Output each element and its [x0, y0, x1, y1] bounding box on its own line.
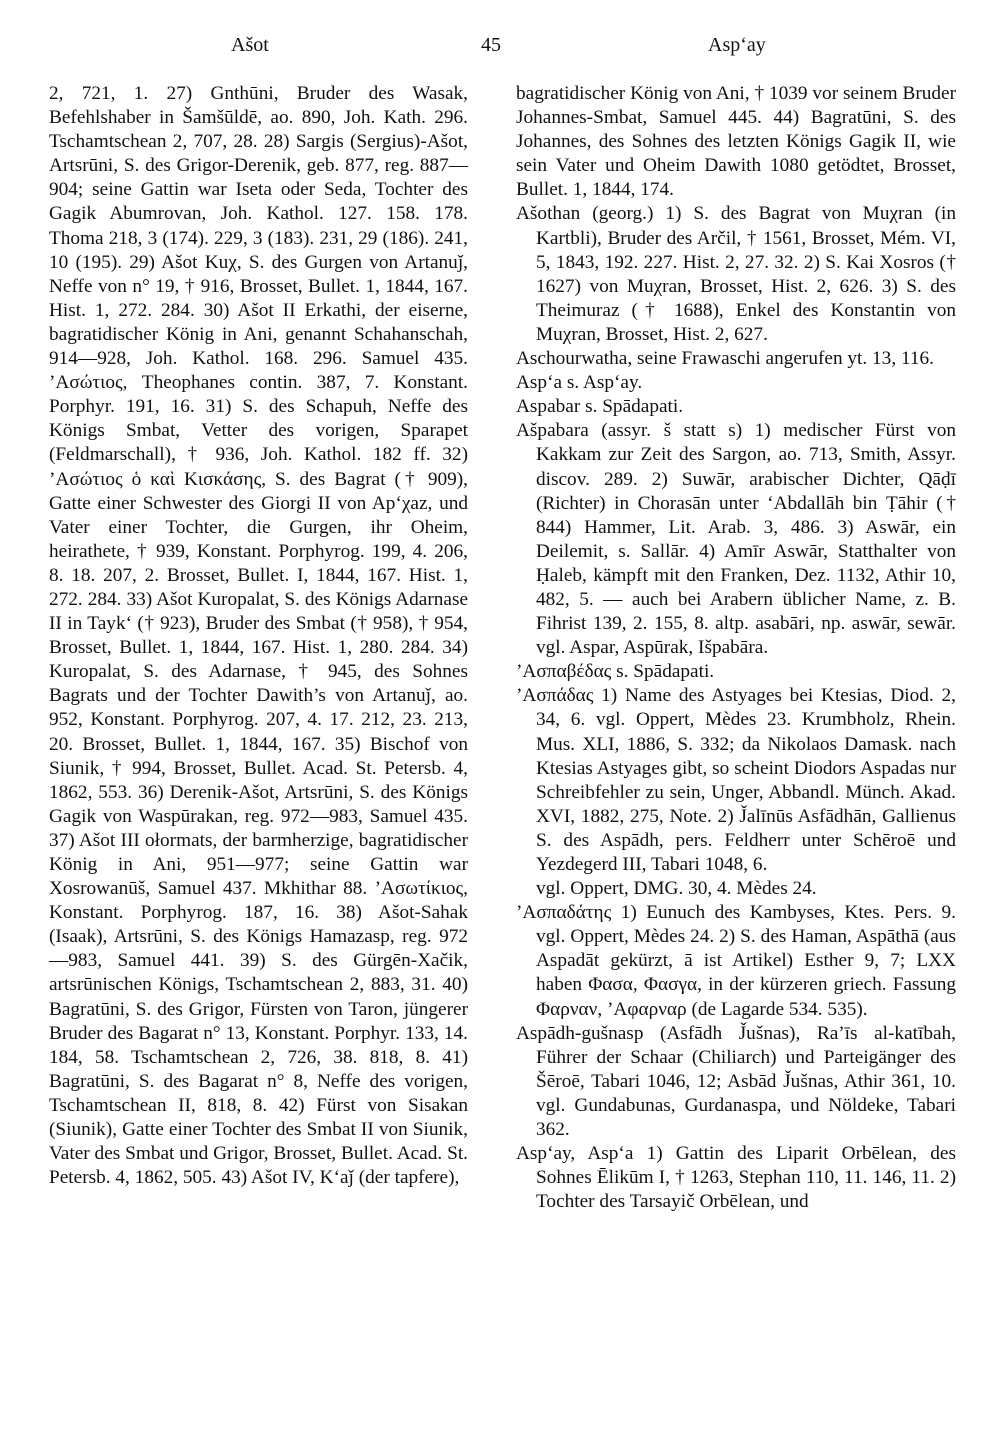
entry-aspadates: ’Ασπαδάτης 1) Eunuch des Kambyses, Ktes. Pers. 9. vgl. Oppert, Mèdes 24. 2) S. des Haman, Aspāthā (aus Aspadāt gekürzt, ā ist Artikel) Esther 9, 7; LXX haben Φασα, Φασγα, in der kürzeren griech. Fassung Φαρναν, ’Αφαρναρ (de Lagarde 534. 535). [516, 902, 956, 1020]
left-column-paragraph: 2, 721, 1. 27) Gnthūni, Bruder des Wasak, Befehlshaber in Šamšūldē, ao. 890, Joh. Kath. 296. Tschamtschean 2, 707, 28. 28) Sargis (Sergius)-Ašot, Artsrūni, S. des Grigor-Derenik, geb. 877, reg. 887—904; seine Gattin war Iseta oder Seda, Tochter des Gagik Abumrovan, Joh. Kathol. 127. 158. 178. Thoma 218, 3 (174). 229, 3 (183). 231, 29 (186). 241, 10 (195). 29) Ašot Kuχ, S. des Gurgen von Artanuǰ, Neffe von n° 19, † 916, Brosset, Bullet. 1, 1844, 167. Hist. 1, 272. 284. 30) Ašot II Erkathi, der eiserne, bagratidischer König in Ani, genannt Schahanschah, 914—928, Joh. Kathol. 168. 296. Samuel 435. ’Ασώτιος, Theophanes contin. 387, 7. Konstant. Porphyr. 191, 16. 31) S. des Schapuh, Neffe des Königs Smbat, Vetter des vorigen, Sparapet (Feldmarschall), † 936, Joh. Kathol. 182 ff. 32) ’Ασώτιος ὁ καὶ Κισκάσης, S. des Bagrat († 909), Gatte einer Schwester des Giorgi II von Ap‘χaz, und Vater einer Tochter, die Gurgen, ihr Oheim, heirathete, † 939, Konstant. Porphyrog. 199, 4. 206, 8. 18. 207, 2. Brosset, Bullet. I, 1844, 167. Hist. 1, 272. 284. 33) Ašot Kuropalat, S. des Königs Adarnase II in Tayk‘ († 923), Bruder des Smbat († 958), † 954, Brosset, Bullet. 1, 1844, 167. Hist. 1, 280. 284. 34) Kuropalat, S. des Adarnase, † 945, des Sohnes Bagrats und der Tochter Dawith’s von Artanuǰ, ao. 952, Konstant. Porphyrog. 207, 4. 17. 212, 23. 213, 20. Brosset, Bullet. 1, 1844, 167. 35) Bischof von Siunik, † 994, Brosset, Bullet. Acad. St. Petersb. 4, 1862, 553. 36) Derenik-Ašot, Artsrūni, S. des Königs Gagik von Waspūrakan, reg. 972—983, Samuel 435. 37) Ašot III ołormats, der barmherzige, bagratidischer König in Ani, 951—977; seine Gattin war Xosrowanūš, Samuel 437. Mkhithar 88. ’Ασωτίκιος, Konstant. Porphyrog. 187, 16. 38) Ašot-Sahak (Isaak), Artsrūni, S. des Königs Hamazasp, reg. 972—983, Samuel 441. 39) S. des Gürgēn-Xačik, artsrūnischen Königs, Tschamtschean 2, 883, 31. 40) Bagratūni, S. des Grigor, Fürsten von Taron, jüngerer Bruder des Bagarat n° 13, Konstant. Porphyr. 133, 14. 184, 58. Tschamtschean 2, 726, 38. 818, 8. 41) Bagratūni, S. des Bagarat n° 8, Neffe des vorigen, Tschamtschean II, 818, 8. 42) Fürst von Sisakan (Siunik), Gatte einer Tochter des Smbat II von Siunik, Vater des Smbat und Grigor, Brosset, Bullet. Acad. St. Petersb. 4, 1862, 505. 43) Ašot IV, K‘aǰ (der tapfere), [49, 83, 468, 1189]
entry-aspadas-note: vgl. Oppert, DMG. 30, 4. Mèdes 24. [536, 878, 817, 900]
entry-aspabedas: ’Ασπαβέδας s. Spādapati. [516, 661, 715, 683]
header-left-keyword: Ašot [231, 34, 269, 56]
entry-aspabar: Aspabar s. Spādapati. [516, 396, 684, 418]
running-header [0, 34, 1000, 64]
header-right-keyword: Asp‘ay [708, 34, 766, 56]
right-column [516, 82, 956, 1214]
page-number: 45 [481, 34, 501, 56]
entry-aspadh-gusnasp: Aspādh-gušnasp (Asfādh J̌ušnas), Ra’īs al-katībah, Führer der Schaar (Chiliarch) und Parteigänger des Šēroē, Tabari 1046, 12; Asbād J̌ušnas, Athir 361, 10. vgl. Gundabunas, Gurdanaspa, und Nöldeke, Tabari 362. [516, 1022, 956, 1141]
entry-aspay: Asp‘ay, Asp‘a 1) Gattin des Liparit Orbēlean, des Sohnes Ēlikūm I, † 1263, Stephan 110, 11. 146, 11. 2) Tochter des Tarsayič Orbēlean, und [516, 1143, 956, 1213]
left-column [49, 82, 468, 1190]
entry-continuation: bagratidischer König von Ani, † 1039 vor seinem Bruder Johannes-Smbat, Samuel 445. 44) Bagratūni, S. des Johannes, des Sohnes des letzten Königs Gagik II, wie sein Vater und Oheim Dawith 1080 getödtet, Brosset, Bullet. 1, 1844, 174. [516, 83, 956, 201]
entry-aschourwatha: Aschourwatha, seine Frawaschi angerufen yt. 13, 116. [516, 348, 934, 370]
entry-aspa: Asp‘a s. Asp‘ay. [516, 372, 643, 394]
entry-aspabara: Ašpabara (assyr. š statt s) 1) medischer Fürst von Kakkam zur Zeit des Sargon, ao. 713, Smith, Assyr. discov. 289. 2) Suwār, arabischer Dichter, Qāḍī (Richter) in Chorasān unter ‘Abdallāh bin Ṭāhir († 844) Hammer, Lit. Arab. 3, 486. 3) Aswār, ein Deilemit, s. Sallār. 4) Amīr Aswār, Statthalter von Ḥaleb, kämpft mit den Franken, Dez. 1132, Athir 10, 482, 5. — auch bei Arabern üblicher Name, z. B. Fihrist 139, 2. 155, 8. altp. asabāri, np. aswār, sewār. vgl. Aspar, Aspūrak, Išpabāra. [516, 420, 956, 659]
entry-asothan: Ašothan (georg.) 1) S. des Bagrat von Muχran (in Kartbli), Bruder des Arčil, † 1561, Brosset, Mém. VI, 5, 1843, 192. 227. Hist. 2, 27. 32. 2) S. Kai Xosros († 1627) von Muχran, Brosset, Hist. 2, 626. 3) S. des Theimuraz († 1688), Enkel des Konstantin von Muχran, Brosset, Hist. 2, 627. [516, 203, 956, 345]
entry-aspadas: ’Ασπάδας 1) Name des Astyages bei Ktesias, Diod. 2, 34, 6. vgl. Oppert, Mèdes 23. Krumbholz, Rhein. Mus. XLI, 1886, S. 332; da Nikolaos Damask. nach Ktesias Astyages gibt, so scheint Diodors Aspadas nur Schreibfehler zu sein, Unger, Abbandl. Münch. Akad. XVI, 1882, 275, Note. 2) J̌alīnūs Asfādhān, Gallienus S. des Aspādh, pers. Feldherr unter Schēroē und Yezdegerd III, Tabari 1048, 6. [516, 685, 956, 875]
